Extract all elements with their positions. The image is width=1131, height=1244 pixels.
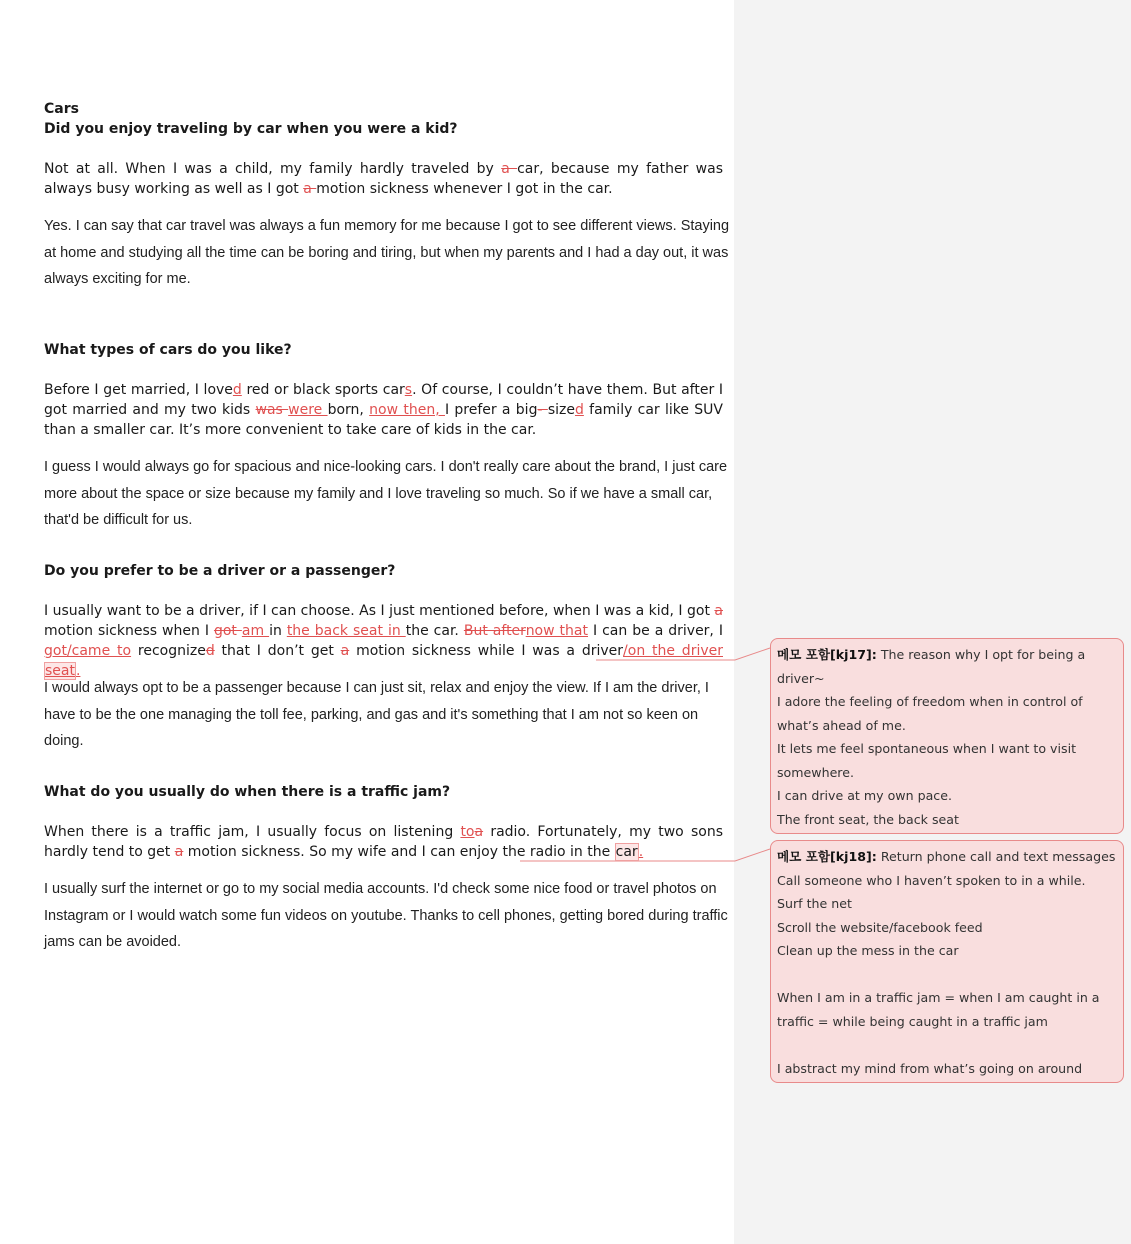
corrected-answer-4[interactable]: When there is a traffic jam, I usually focus on listening toa radio. Fortunately, my two sons hardly tend to get a motion sickness. So my wife and I can enjoy the radio in the car. [44,824,723,860]
comment-line: Call someone who I haven’t spoken to in a while. [777,872,1086,888]
comment-line: I can drive at my own pace. [777,788,952,803]
corrected-answer-3[interactable]: I usually want to be a driver, if I can choose. As I just mentioned before, when I was a kid, I got a motion sickness when I got am in the back seat in the car. But afternow that I can be a driver, I got/came to recognized that I don’t get a motion sickness while I was a driver/on the driver seat. [44,603,723,679]
comment-line: It lets me feel spontaneous when I want to visit somewhere. [777,741,1077,780]
sample-answer-4: I usually surf the internet or go to my social media accounts. I'd check some nice food or travel photos on Instagram or I would watch some fun videos on youtube. Thanks to cell phones, getting bored during traffic jams can be avoided. [44,881,728,951]
comment-line: Return phone call and text messages [880,849,1116,864]
comment-anchor-kj17[interactable]: seat [45,663,75,679]
sample-answer-3: I would always opt to be a passenger because I can just sit, relax and enjoy the view. If I am the driver, I have to be the one managing the toll fee, parking, and gas and it's something that I am not so keen on doing. [44,680,709,750]
comment-line: The reason why I opt for being a driver~ [777,647,1086,686]
comment-line [777,1033,1117,1057]
comment-line: When I am in a traffic jam = when I am caught in a traffic = while being caught in a traffic jam [777,990,1100,1029]
comment-tag: 메모 포함[kj18]: [777,849,877,864]
question-1: Did you enjoy traveling by car when you were a kid? [44,121,458,137]
comment-line [777,963,1117,987]
comment-anchor-kj18[interactable]: car [615,844,638,860]
comment-kj18[interactable] [770,840,1124,1083]
question-2: What types of cars do you like? [44,342,292,358]
corrected-answer-2[interactable]: Before I get married, I loved red or black sports cars. Of course, I couldn’t have them. But after I got married and my two kids was were born, now then, I prefer a big- sized family car like SUV than a smaller car. It’s more convenient to take care of kids in the car. [44,382,724,438]
document-title: Cars [44,101,79,117]
comment-tag: 메모 포함[kj17]: [777,647,877,662]
sample-answer-1: Yes. I can say that car travel was always a fun memory for me because I got to see different views. Staying at home and studying all the time can be boring and tiring, but when my parents and I had a day out, it was always exciting for me. [44,218,730,288]
comment-kj17[interactable] [770,638,1124,834]
sample-answer-2: I guess I would always go for spacious and nice-looking cars. I don't really care about the brand, I just care more about the space or size because my family and I love traveling so much. So if we have a small car, that'd be difficult for us. [44,459,728,529]
corrected-answer-1[interactable]: Not at all. When I was a child, my family hardly traveled by a car, because my father was always busy working as well as I got a motion sickness whenever I got in the car. [44,161,723,197]
comment-line: The front seat, the back seat [777,811,959,827]
comment-line: Clean up the mess in the car [777,943,959,958]
question-3: Do you prefer to be a driver or a passenger? [44,563,396,579]
comment-line: I adore the feeling of freedom when in control of what’s ahead of me. [777,694,1083,733]
comment-line: Surf the net [777,896,852,911]
question-4: What do you usually do when there is a traffic jam? [44,784,451,800]
comment-line: Scroll the website/facebook feed [777,919,983,935]
comment-line: I abstract my mind from what’s going on around [777,1060,1083,1076]
